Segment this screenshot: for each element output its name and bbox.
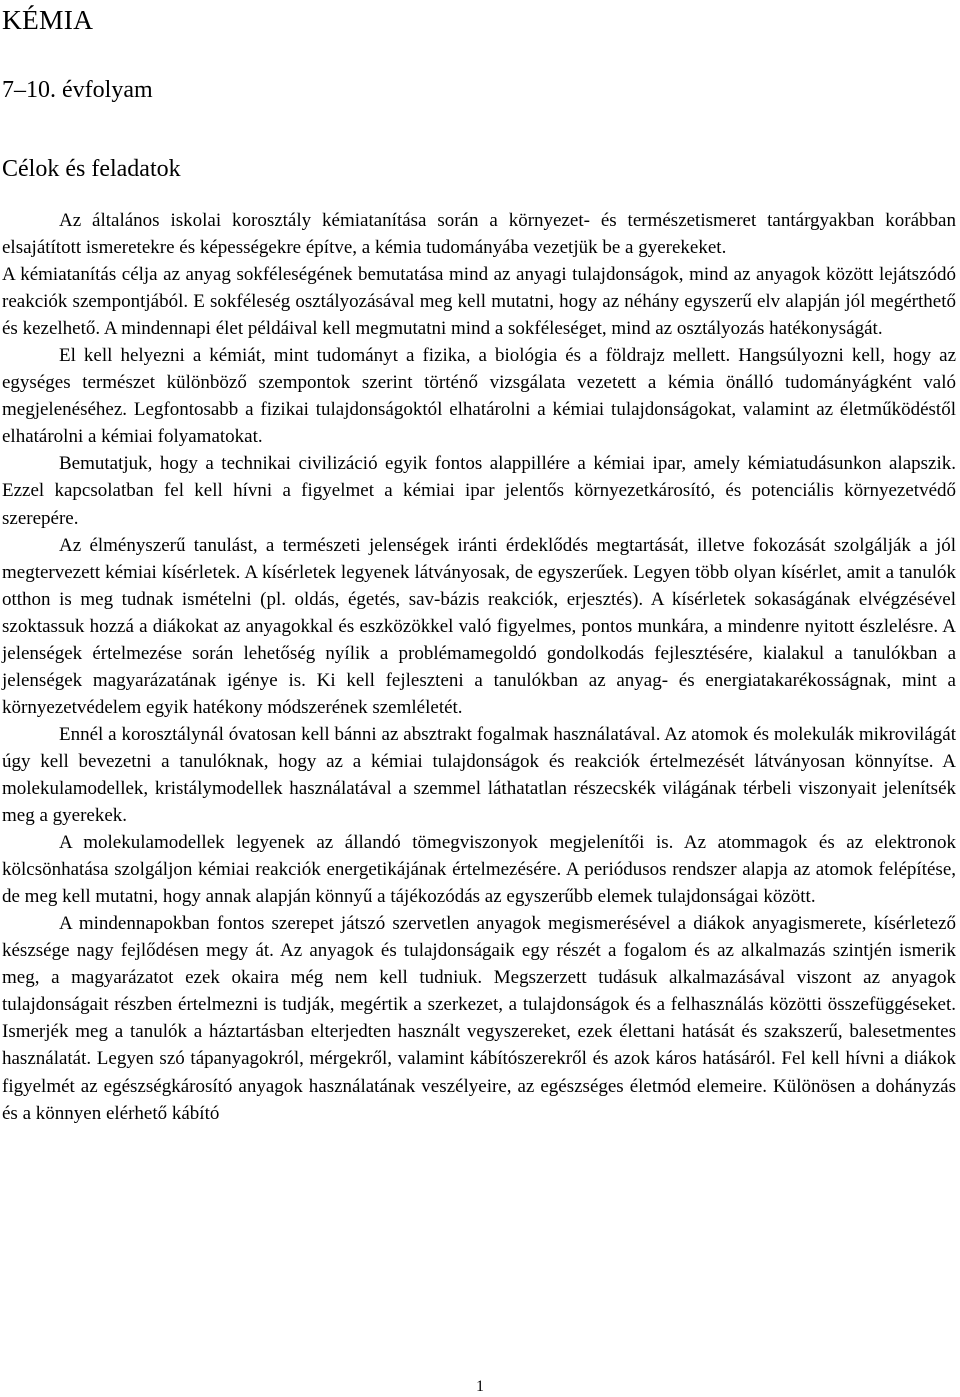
grade-heading: 7–10. évfolyam: [2, 77, 153, 103]
document-title: KÉMIA: [2, 4, 94, 35]
paragraph: Ennél a korosztálynál óvatosan kell bánni az absztrakt fogalmak használatával. Az atomok és molekulák mikrovilágát úgy kell bevezetni a tanulóknak, hogy az a kémiai tulajdonságok és reakciók értelmezését látványosan könnyítse. A molekulamodellek, kristálymodellek használatával a szemmel láthatatlan részecskék világának térbeli viszonyait jelenítsék meg a gyerekek.: [2, 723, 956, 827]
paragraph: El kell helyezni a kémiát, mint tudományt a fizika, a biológia és a földrajz mellett. Hangsúlyozni kell, hogy az egységes természet különböző szempontok szerint történő vizsgálata vezetett a kémia önálló tudományágként való megjelenéséhez. Legfontosabb a fizikai tulajdonságoktól elhatárolni a kémiai tulajdonságokat, valamint az életműködéstől elhatárolni a kémiai folyamatokat.: [2, 345, 956, 448]
paragraph: A molekulamodellek legyenek az állandó tömegviszonyok megjelenítői is. Az atommagok és az elektronok kölcsönhatása szolgáljon kémiai reakciók energetikájának értelmezésére. A periódusos rendszer alapja az atomok felépítése, de meg kell mutatni, hogy annak alapján könnyű a tájékozódás az egyszerűbb elemek tulajdonságai között.: [2, 832, 956, 908]
paragraph: A kémiatanítás célja az anyag sokféleségének bemutatása mind az anyagi tulajdonságok, mind az anyagok között lejátszódó reakciók szempontjából. E sokféleség osztályozásával meg kell mutatni, hogy az néhány egyszerű elv alapján jól megérthető és kezelhető. A mindennapi élet példáival kell megmutatni mind a sokféleséget, mind az osztályozás hatékonyságát.: [2, 264, 956, 340]
page-number: 1: [476, 1378, 484, 1395]
paragraph: Az általános iskolai korosztály kémiatanítása során a környezet- és természetismeret tantárgyakban korábban elsajátított ismeretekre és képességekre építve, a kémia tudományába vezetjük be a gyerekeket.: [2, 210, 956, 259]
paragraph: Bemutatjuk, hogy a technikai civilizáció egyik fontos alappillére a kémiai ipar, amely kémiatudásunkon alapszik. Ezzel kapcsolatban fel kell hívni a figyelmet a kémiai ipar jelentős környezetkárosító, és potenciális környezetvédő szerepére.: [2, 453, 956, 529]
section-heading: Célok és feladatok: [2, 156, 181, 182]
paragraph: Az élményszerű tanulást, a természeti jelenségek iránti érdeklődés megtartását, illetve fokozását szolgálják a jól megtervezett kémiai kísérletek. A kísérletek legyenek látványosak, de egyszerűek. Legyen több olyan kísérlet, amit a tanulók otthon is meg tudnak ismételni (pl. oldás, égetés, sav-bázis reakciók, erjesztés). A kísérletek sokaságának elvégzésével szoktassuk hozzá a diákokat az anyagokkal és eszközökkel való figyelmes, pontos munkára, a mindenre nyitott észlelésre. A jelenségek értelmezése során lehetőség nyílik a problémamegoldó gondolkodás fejlesztésére, kialakul a tanulókban a jelenségek magyarázatának igénye is. Ki kell fejleszteni a tanulókban az anyag- és energiatakarékosságnak, mint a környezetvédelem egyik hatékony módszerének szemléletét.: [2, 534, 956, 718]
paragraph: A mindennapokban fontos szerepet játszó szervetlen anyagok megismerésével a diákok anyagismerete, kísérletező készsége nagy fejlődésen megy át. Az anyagok és tulajdonságaik egy részét a fogalom és az alkalmazás szintjén ismerik meg, a magyarázatot ezek okaira még nem kell tudniuk. Megszerzett tudásuk alkalmazásával viszont az anyagok tulajdonságait részben értelmezni is tudják, megértik a szerkezet, a tulajdonságok és a felhasználás közötti összefüggéseket. Ismerjék meg a tanulók a háztartásban elterjedten használt vegyszereket, ezek élettani hatását és szakszerű, balesetmentes használatát. Legyen szó tápanyagokról, mérgekről, valamint kábítószerekről és azok káros hatásáról. Fel kell hívni a diákok figyelmét az egészségkárosító anyagok használatának veszélyeire, az egészséges életmód elemeire. Különösen a dohányzás és a könnyen elérhető kábító: [2, 913, 956, 1124]
body-text: [2, 207, 956, 1127]
